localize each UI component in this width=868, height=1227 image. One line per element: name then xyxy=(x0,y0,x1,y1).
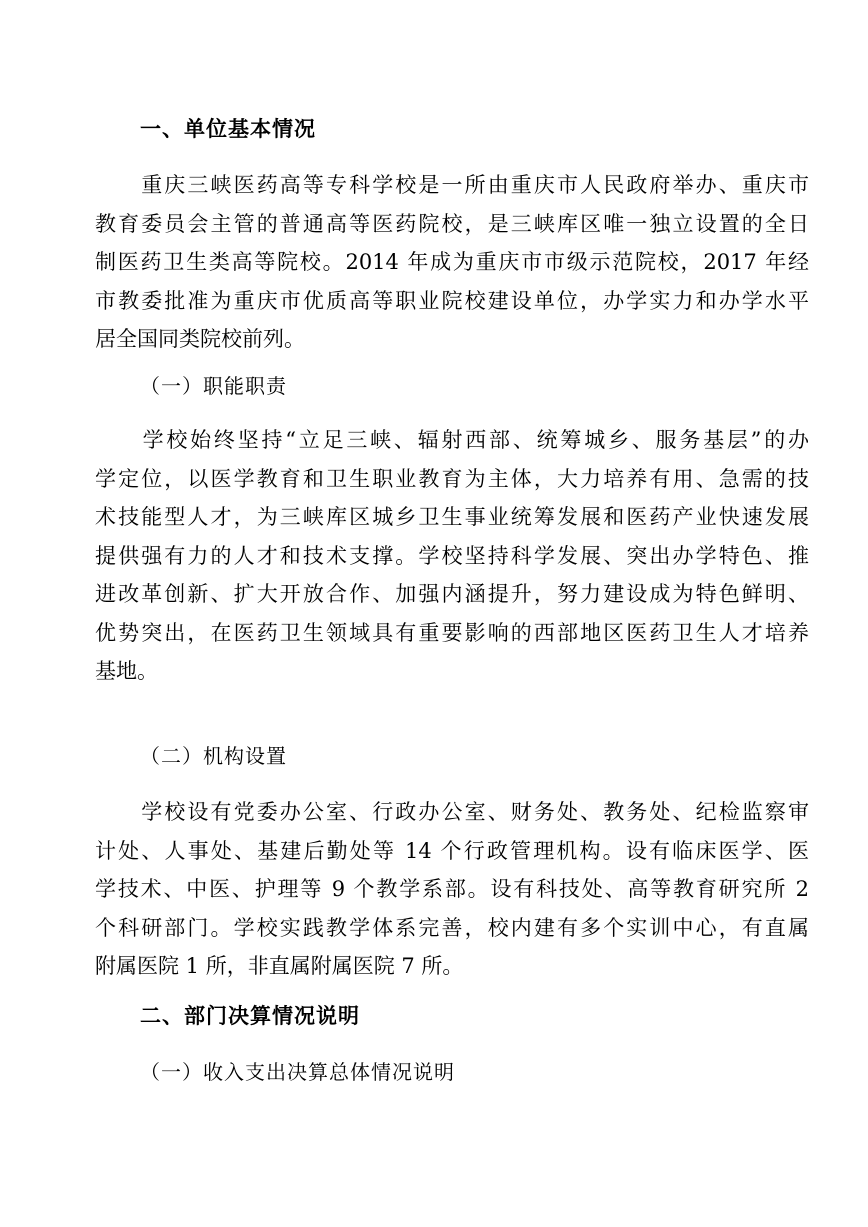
duties-paragraph xyxy=(95,421,809,691)
paragraph-line: 学校始终坚持“立足三峡、辐射西部、统筹城乡、服务基层”的办 xyxy=(95,428,809,452)
paragraph-line: 术技能型人才，为三峡库区城乡卫生事业统筹发展和医药产业快速发展 xyxy=(95,505,809,529)
paragraph-line: 学定位，以医学教育和卫生职业教育为主体，大力培养有用、急需的技 xyxy=(95,466,809,491)
paragraph-line: 重庆三峡医药高等专科学校是一所由重庆市人民政府举办、重庆市 xyxy=(95,173,809,197)
paragraph-line: 居全国同类院校前列。 xyxy=(95,327,305,351)
paragraph-line: 制医药卫生类高等院校。2014 年成为重庆市市级示范院校，2017 年经 xyxy=(95,250,809,274)
organization-paragraph xyxy=(95,793,809,986)
section-heading-final-accounts: 二、部门决算情况说明 xyxy=(140,1004,360,1028)
intro-paragraph xyxy=(95,166,809,359)
subheading-duties: （一）职能职责 xyxy=(140,374,287,398)
paragraph-line: 市教委批准为重庆市优质高等职业院校建设单位，办学实力和办学水平 xyxy=(95,288,809,313)
paragraph-line: 优势突出，在医药卫生领域具有重要影响的西部地区医药卫生人才培养 xyxy=(95,620,809,645)
subheading-organization: （二）机构设置 xyxy=(140,744,287,768)
paragraph-line: 学校设有党委办公室、行政办公室、财务处、教务处、纪检监察审 xyxy=(95,800,809,824)
subheading-income-expense: （一）收入支出决算总体情况说明 xyxy=(140,1060,455,1084)
paragraph-line: 教育委员会主管的普通高等医药院校，是三峡库区唯一独立设置的全日 xyxy=(95,211,809,236)
section-heading-unit-basic-info: 一、单位基本情况 xyxy=(140,117,316,141)
paragraph-line: 计处、人事处、基建后勤处等 14 个行政管理机构。设有临床医学、医 xyxy=(95,838,809,863)
paragraph-line: 个科研部门。学校实践教学体系完善，校内建有多个实训中心，有直属 xyxy=(95,915,809,940)
paragraph-line: 附属医院 1 所，非直属附属医院 7 所。 xyxy=(95,954,464,978)
paragraph-line: 学技术、中医、护理等 9 个教学系部。设有科技处、高等教育研究所 2 xyxy=(95,877,809,901)
paragraph-line: 提供强有力的人才和技术支撑。学校坚持科学发展、突出办学特色、推 xyxy=(95,543,809,568)
paragraph-line: 基地。 xyxy=(95,659,158,683)
paragraph-line: 进改革创新、扩大开放合作、加强内涵提升，努力建设成为特色鲜明、 xyxy=(95,582,809,606)
